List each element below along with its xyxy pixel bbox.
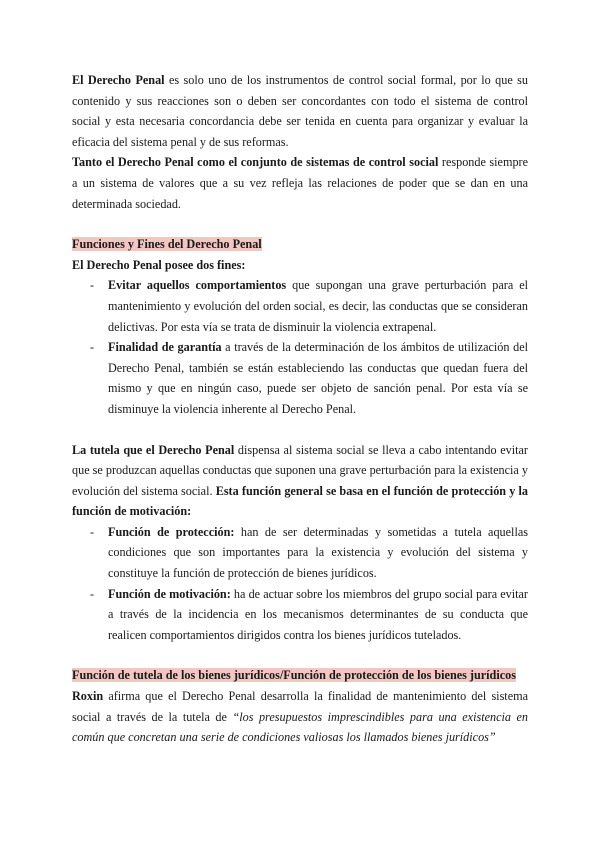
paragraph-tutela-lead: La tutela que el Derecho Penal: [72, 442, 235, 457]
list-item-lead: Función de protección:: [108, 524, 235, 539]
paragraph-tutela: [72, 440, 528, 522]
paragraph-roxin-quote: “los presupuestos imprescindibles para una existencia en común que concretan una serie de condiciones valiosas los llamados bienes jurídicos”: [72, 709, 528, 745]
paragraph-values: [72, 152, 528, 214]
list-dash: -: [90, 524, 95, 539]
list-item-text: ha de actuar sobre los miembros del grupo social para evitar a través de la incidencia en los mecanismos determinantes de su conducta que realicen comportamientos dirigidos contra los bienes jurídicos tutelados.: [108, 586, 528, 642]
paragraph-tutela-bold-tail: Esta función general se basa en el función de protección y la función de motivación:: [72, 483, 528, 519]
paragraph-values-lead: Tanto el Derecho Penal como el conjunto de sistemas de control social: [72, 155, 439, 170]
paragraph-tutela-text: dispensa al sistema social se lleva a cabo intentando evitar que se produzcan aquellas conductas que suponen una grave perturbación para la existencia y evolución del sistema social.: [72, 442, 528, 498]
list-item-text: a través de la determinación de los ámbitos de utilización del Derecho Penal, también se están estableciendo las conductas que quedan fuera del mismo y que en ningún caso, puede ser objeto de sanción penal. Por esta vía se disminuye la violencia inherente al Derecho Penal.: [108, 340, 528, 416]
list-item-lead: Finalidad de garantía: [108, 340, 222, 355]
list-item: [90, 275, 528, 337]
list-dash: -: [90, 586, 95, 601]
paragraph-roxin-lead: Roxin: [72, 689, 104, 704]
list-item-lead: Evitar aquellos comportamientos: [108, 278, 287, 293]
section-heading-funciones-text: Funciones y Fines del Derecho Penal: [72, 237, 262, 252]
section-heading-tutela-bienes: [72, 665, 528, 686]
section-heading-funciones: [72, 234, 528, 255]
list-item: [90, 584, 528, 646]
paragraph-roxin-text: afirma que el Derecho Penal desarrolla la finalidad de mantenimiento del sistema social a través de la tutela de: [72, 689, 528, 724]
paragraph-roxin: [72, 686, 528, 748]
list-item-text: que supongan una grave perturbación para el mantenimiento y evolución del orden social, es decir, las conductas que se consideran delictivas. Por esta vía se trata de disminuir la violencia extrapenal.: [108, 278, 528, 334]
fines-list: [72, 275, 528, 419]
section-heading-tutela-bienes-text: Función de tutela de los bienes jurídicos/Función de protección de los bienes jurídicos: [72, 668, 516, 683]
paragraph-intro-lead: El Derecho Penal: [72, 73, 165, 87]
paragraph-intro: [72, 70, 528, 152]
list-item-text: han de ser determinadas y sometidas a tutela aquellas condiciones que son importantes para la existencia y evolución del sistema y constituye la función de protección de bienes jurídicos.: [108, 524, 528, 581]
list-dash: -: [90, 340, 95, 355]
list-dash: -: [90, 278, 95, 293]
funciones-list: [72, 522, 528, 646]
list-item: [90, 522, 528, 584]
list-item: [90, 337, 528, 419]
subheading-fines-text: El Derecho Penal posee dos fines:: [72, 257, 246, 272]
paragraph-values-text: responde siempre a un sistema de valores que a su vez refleja las relaciones de poder que se dan en una determinada sociedad.: [72, 155, 529, 211]
list-item-lead: Función de motivación:: [108, 586, 231, 601]
paragraph-intro-text: es solo uno de los instrumentos de control social formal, por lo que su contenido y sus reacciones son o deben ser concordantes con todo el sistema de control social y esta necesaria concordancia debe ser tenida en cuenta para organizar y evaluar la eficacia del sistema penal y de sus reformas.: [72, 73, 529, 149]
subheading-fines: [72, 255, 528, 276]
